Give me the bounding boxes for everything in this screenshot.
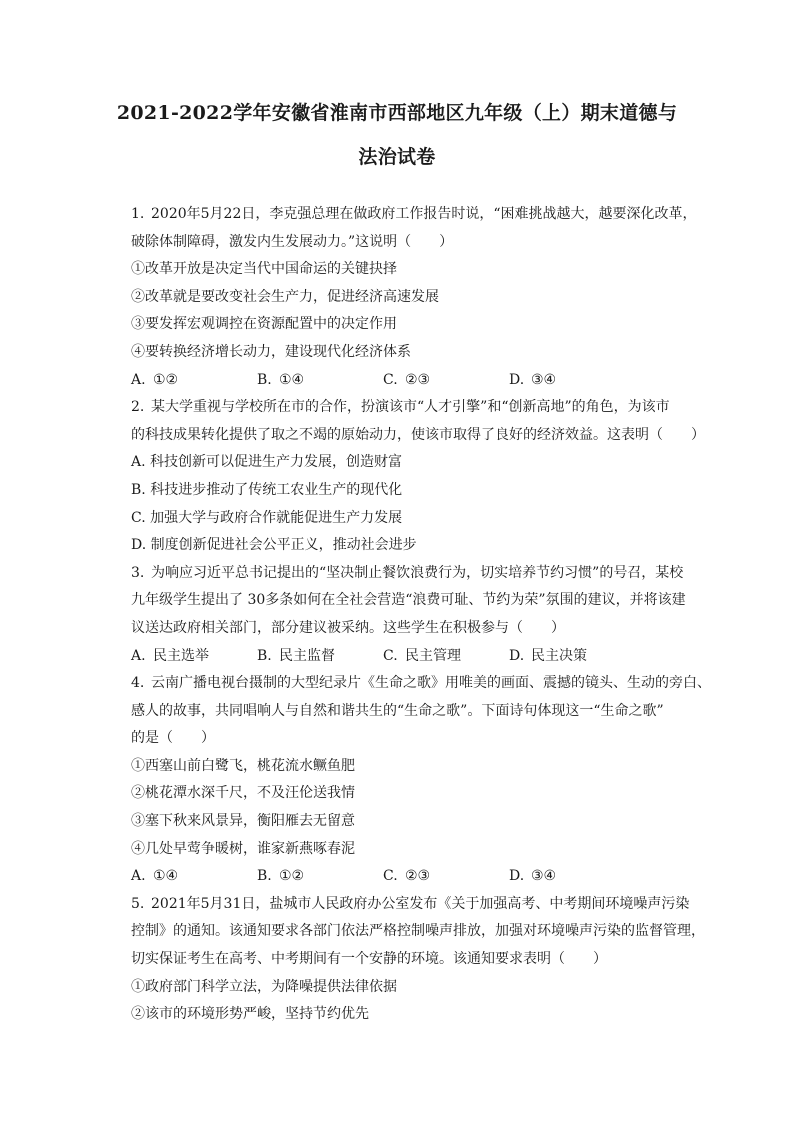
option-a: A. 民主选举: [131, 647, 209, 664]
question-1-statement-2: ②改革就是要改变社会生产力，促进经济高速发展: [131, 288, 439, 305]
question-number: 3.: [131, 564, 145, 581]
question-4-stem-line-1: 4. 云南广播电视台摄制的大型纪录片《生命之歌》用唯美的画面、震撼的镜头、生动的旁白、: [131, 670, 691, 698]
option-d: D. ③④: [509, 371, 557, 388]
option-d: D. 民主决策: [509, 647, 587, 664]
question-2-stem-line-1: 2. 某大学重视与学校所在市的合作，扮演该市“人才引擎”和“创新高地”的角色，为该市: [131, 394, 691, 422]
question-1-stem-line-2: 破除体制障碍，激发内生发展动力。”这说明（ ）: [131, 233, 454, 250]
question-1-statement-4: ④要转换经济增长动力，建设现代化经济体系: [131, 343, 411, 360]
question-5-statement-2: ②该市的环境形势严峻，坚持节约优先: [131, 1006, 369, 1023]
question-2-choice-a: A. 科技创新可以促进生产力发展，创造财富: [131, 454, 403, 471]
question-5-statement-1: ①政府部门科学立法，为降噪提供法律依据: [131, 978, 397, 995]
question-number: 4.: [131, 675, 145, 692]
question-number: 5.: [131, 895, 145, 912]
exam-title-line-2: 法治试卷: [358, 146, 436, 168]
question-2-choice-d: D. 制度创新促进社会公平正义，推动社会进步: [131, 537, 417, 554]
question-4-statement-2: ②桃花潭水深千尺，不及汪伦送我情: [131, 785, 355, 802]
question-1-statement-3: ③要发挥宏观调控在资源配置中的决定作用: [131, 316, 397, 333]
option-c: C. 民主管理: [383, 647, 461, 664]
question-number: 1.: [131, 206, 145, 222]
question-2-choice-c: C. 加强大学与政府合作就能促进生产力发展: [131, 509, 403, 526]
question-1-stem-line-1: 1. 2020年5月22日，李克强总理在做政府工作报告时说，“困难挑战越大，越要深化改革，: [131, 201, 691, 229]
exam-title-line-1: 2021-2022学年安徽省淮南市西部地区九年级（上）期末道德与: [116, 102, 678, 124]
question-5-stem-line-3: 切实保证考生在高考、中考期间有一个安静的环境。该通知要求表明（ ）: [131, 951, 607, 968]
question-3-stem-line-1: 3. 为响应习近平总书记提出的“坚决制止餐饮浪费行为，切实培养节约习惯”的号召，某校: [131, 560, 691, 588]
option-b: B. ①②: [257, 868, 305, 885]
question-1-options: [131, 367, 691, 395]
question-4-options: [131, 863, 691, 891]
question-4-statement-4: ④几处早莺争暖树，谁家新燕啄春泥: [131, 840, 355, 857]
question-4-statement-1: ①西塞山前白鹭飞，桃花流水鳜鱼肥: [131, 757, 355, 774]
question-3-stem-line-3: 议送达政府相关部门，部分建议被采纳。这些学生在积极参与（ ）: [131, 619, 565, 636]
question-3-options: [131, 643, 691, 671]
question-4-stem-line-2: 感人的故事，共同唱响人与自然和谐共生的“生命之歌”。下面诗句体现这一“生命之歌”: [131, 702, 664, 719]
option-a: A. ①④: [131, 868, 179, 885]
question-3-stem-line-2: 九年级学生提出了 30多条如何在全社会营造“浪费可耻、节约为荣”氛围的建议，并将该建: [131, 592, 686, 609]
question-list: [131, 201, 711, 1029]
question-1-statement-1: ①改革开放是决定当代中国命运的关键抉择: [131, 261, 397, 278]
question-2-choice-b: B. 科技进步推动了传统工农业生产的现代化: [131, 481, 403, 498]
option-c: C. ②③: [383, 868, 431, 885]
option-b: B. ①④: [257, 371, 305, 388]
question-2-stem-line-2: 的科技成果转化提供了取之不竭的原始动力，使该市取得了良好的经济效益。这表明（ ）: [131, 426, 705, 443]
question-number: 2.: [131, 399, 145, 416]
option-d: D. ③④: [509, 868, 557, 885]
question-5-stem-line-1: 5. 2021年5月31日，盐城市人民政府办公室发布《关于加强高考、中考期间环境噪声污染: [131, 891, 691, 919]
question-4-statement-3: ③塞下秋来风景异，衡阳雁去无留意: [131, 813, 355, 830]
option-c: C. ②③: [383, 371, 431, 388]
option-a: A. ①②: [131, 371, 179, 388]
question-5-stem-line-2: 控制》的通知。该通知要求各部门依法严格控制噪声排放，加强对环境噪声污染的监督管理，: [131, 923, 705, 940]
option-b: B. 民主监督: [257, 647, 335, 664]
question-4-stem-line-3: 的是（ ）: [131, 730, 215, 747]
